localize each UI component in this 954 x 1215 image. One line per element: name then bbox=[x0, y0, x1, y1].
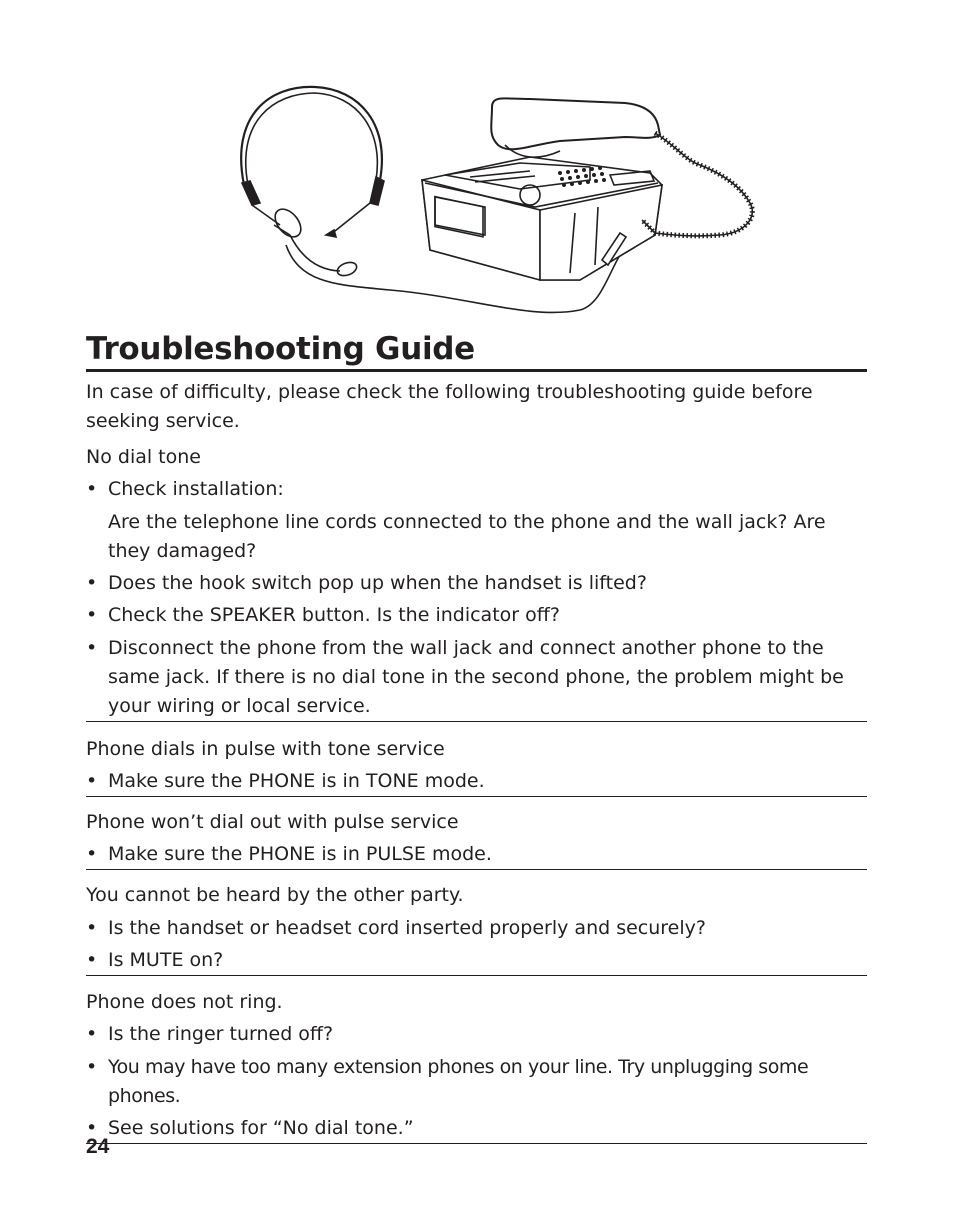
section-heading: Phone won’t dial out with pulse service bbox=[86, 811, 459, 833]
list-item: • Is the ringer turned off? bbox=[86, 1020, 867, 1049]
bullet-icon: • bbox=[86, 949, 98, 971]
list-item: • Is MUTE on? bbox=[86, 946, 867, 975]
page-number: 24 bbox=[86, 1135, 110, 1158]
bullet-icon: • bbox=[86, 843, 98, 865]
list-item: • Does the hook switch pop up when the handset is lifted? bbox=[86, 569, 867, 598]
list-item-subtext: Are the telephone line cords connected to the phone and the wall jack? Are they damaged? bbox=[108, 511, 826, 562]
section-heading: No dial tone bbox=[86, 446, 201, 468]
section-divider bbox=[86, 1143, 867, 1144]
section-pulse-service bbox=[86, 808, 867, 870]
headset-earpiece-left bbox=[242, 181, 260, 205]
title-underline bbox=[86, 369, 867, 372]
headset-telephone-illustration bbox=[230, 85, 765, 325]
section-heading: Phone dials in pulse with tone service bbox=[86, 738, 445, 760]
list-item: • Check installation: bbox=[86, 475, 867, 504]
bullet-icon: • bbox=[86, 604, 98, 626]
list-item: • Make sure the PHONE is in PULSE mode. bbox=[86, 840, 867, 869]
section-divider bbox=[86, 721, 867, 722]
list-item: • Make sure the PHONE is in TONE mode. bbox=[86, 767, 867, 796]
bullet-icon: • bbox=[86, 1117, 98, 1139]
bullet-icon: • bbox=[86, 572, 98, 594]
section-heading: You cannot be heard by the other party. bbox=[86, 884, 464, 906]
bullet-icon: • bbox=[86, 1056, 97, 1078]
bullet-icon: • bbox=[86, 1023, 98, 1045]
bullet-icon: • bbox=[86, 637, 98, 659]
list-item: • See solutions for “No dial tone.” bbox=[86, 1114, 867, 1143]
headset-earpiece-right bbox=[370, 177, 384, 205]
telephone-handset bbox=[491, 98, 660, 157]
section-divider bbox=[86, 796, 867, 797]
section-no-dial-tone bbox=[86, 443, 867, 722]
page-title: Troubleshooting Guide bbox=[86, 331, 475, 367]
bullet-icon: • bbox=[86, 478, 98, 500]
list-item: • Disconnect the phone from the wall jack and connect another phone to the same jack. If there is no dial tone in the second phone, the problem might be your wiring or local service. bbox=[86, 634, 867, 721]
telephone-base bbox=[422, 157, 662, 280]
list-item: • Check the SPEAKER button. Is the indicator off? bbox=[86, 601, 867, 630]
section-heading: Phone does not ring. bbox=[86, 991, 283, 1013]
list-item: • Is the handset or headset cord inserted properly and securely? bbox=[86, 914, 867, 943]
headset-headband bbox=[241, 87, 382, 185]
headset-mic bbox=[336, 260, 359, 278]
intro-paragraph: In case of difficulty, please check the following troubleshooting guide before seeking service. bbox=[86, 381, 813, 432]
section-pulse-with-tone bbox=[86, 735, 867, 797]
headset-earcup bbox=[270, 204, 306, 241]
section-divider bbox=[86, 975, 867, 976]
bullet-icon: • bbox=[86, 917, 98, 939]
section-divider bbox=[86, 869, 867, 870]
bullet-icon: • bbox=[86, 770, 98, 792]
section-cannot-be-heard bbox=[86, 881, 867, 976]
list-item: • You may have too many extension phones on your line. Try unplugging some phones. bbox=[86, 1053, 867, 1111]
troubleshooting-content bbox=[86, 376, 867, 1144]
section-does-not-ring bbox=[86, 988, 867, 1144]
